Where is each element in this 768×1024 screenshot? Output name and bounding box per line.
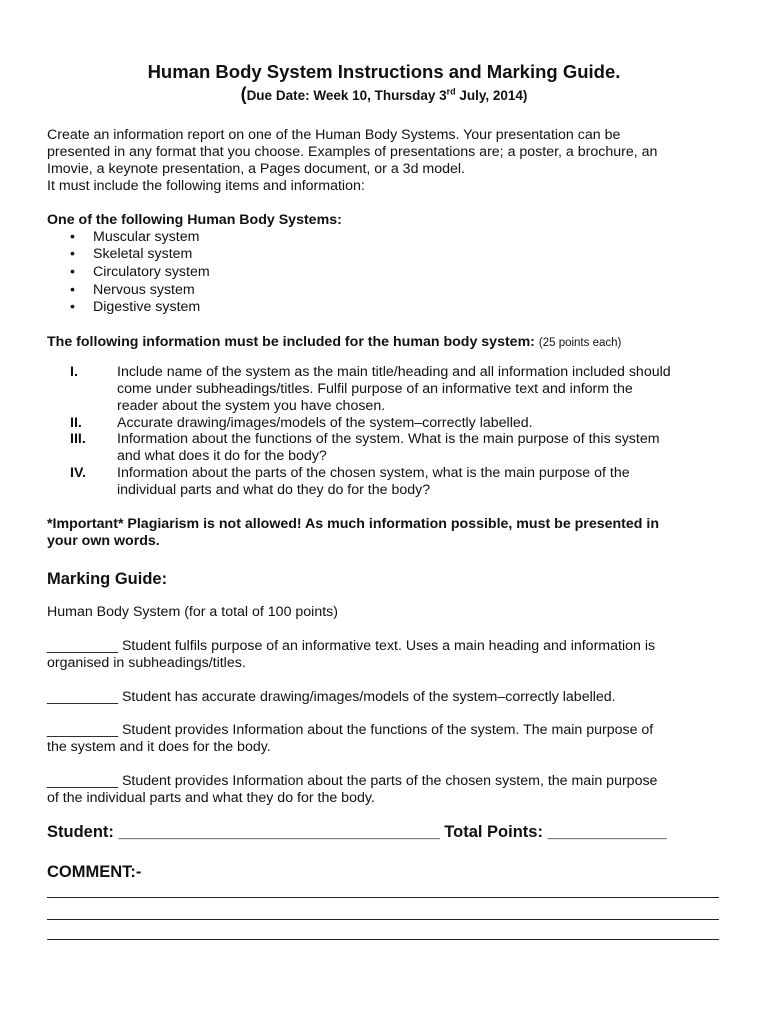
system-list-item	[70, 299, 200, 316]
criterion-line: _________ Student provides Information about the functions of the system. The main purpose of	[47, 722, 654, 738]
student-label: Student:	[47, 823, 114, 841]
criterion-line: of the individual parts and what they do for the body.	[47, 790, 375, 806]
item-line: come under subheadings/titles. Fulfil purpose of an informative text and inform the	[117, 381, 633, 397]
comment-line[interactable]	[47, 919, 719, 920]
item-numeral: III.	[70, 431, 86, 447]
item-line: Include name of the system as the main title/heading and all information included should	[117, 364, 671, 380]
criterion-line: the system and it does for the body.	[47, 739, 271, 755]
comment-label: COMMENT:-	[47, 863, 142, 881]
bullet-icon: •	[70, 299, 75, 315]
item-numeral: IV.	[70, 465, 87, 481]
item-line: Accurate drawing/images/models of the system–correctly labelled.	[117, 415, 533, 431]
bullet-icon: •	[70, 282, 75, 298]
bullet-icon: •	[70, 229, 75, 245]
bullet-icon: •	[70, 264, 75, 280]
system-name: Nervous system	[93, 282, 195, 298]
system-list-item	[70, 282, 195, 299]
system-list-item	[70, 246, 192, 263]
total-points-field[interactable]: _____________	[547, 823, 667, 841]
criterion-line: _________ Student has accurate drawing/images/models of the system–correctly labelled.	[47, 689, 616, 705]
info-heading-text: The following information must be included for the human body system:	[47, 334, 535, 350]
student-name-field[interactable]: ___________________________________	[118, 823, 440, 841]
important-line: *Important* Plagiarism is not allowed! As much information possible, must be presented in	[47, 516, 660, 532]
intro-line: Create an information report on one of the Human Body Systems. Your presentation can be	[47, 127, 621, 143]
due-date-text: Due Date: Week 10, Thursday 3	[246, 88, 447, 103]
system-name: Circulatory system	[93, 264, 210, 280]
intro-line: Imovie, a keynote presentation, a Pages document, or a 3d model.	[47, 161, 465, 177]
due-date	[0, 84, 768, 105]
criterion-line: _________ Student provides Information about the parts of the chosen system, the main purpose	[47, 773, 658, 789]
item-line: individual parts and what do they do for the body?	[117, 482, 431, 498]
info-points: (25 points each)	[538, 337, 622, 349]
important-line: your own words.	[47, 533, 160, 549]
system-name: Muscular system	[93, 229, 200, 245]
criterion-line: organised in subheadings/titles.	[47, 655, 246, 671]
item-numeral: I.	[70, 364, 78, 380]
item-numeral: II.	[70, 415, 82, 431]
comment-line[interactable]	[47, 939, 719, 940]
comment-line[interactable]	[47, 897, 719, 898]
system-list-item	[70, 264, 210, 281]
marking-total: Human Body System (for a total of 100 points)	[47, 604, 338, 620]
intro-line: presented in any format that you choose. Examples of presentations are; a poster, a brochure, an	[47, 144, 658, 160]
system-name: Digestive system	[93, 299, 201, 315]
intro-line: It must include the following items and information:	[47, 178, 365, 194]
systems-heading: One of the following Human Body Systems:	[47, 212, 342, 228]
document-title: Human Body System Instructions and Marking Guide.	[147, 61, 621, 82]
marking-guide-heading: Marking Guide:	[47, 570, 168, 588]
system-list-item	[70, 229, 199, 246]
info-heading	[47, 334, 621, 352]
due-date-suffix: rd	[446, 86, 456, 97]
student-row	[47, 823, 667, 842]
total-points-label: Total Points:	[444, 823, 543, 841]
due-date-end: July, 2014)	[455, 88, 528, 103]
due-open-paren: (	[240, 84, 247, 104]
item-line: reader about the system you have chosen.	[117, 398, 386, 414]
item-line: and what does it do for the body?	[117, 448, 327, 464]
criterion-line: _________ Student fulfils purpose of an informative text. Uses a main heading and information is	[47, 638, 656, 654]
system-name: Skeletal system	[93, 246, 193, 262]
item-line: Information about the functions of the system. What is the main purpose of this system	[117, 431, 660, 447]
bullet-icon: •	[70, 246, 75, 262]
item-line: Information about the parts of the chosen system, what is the main purpose of the	[117, 465, 630, 481]
